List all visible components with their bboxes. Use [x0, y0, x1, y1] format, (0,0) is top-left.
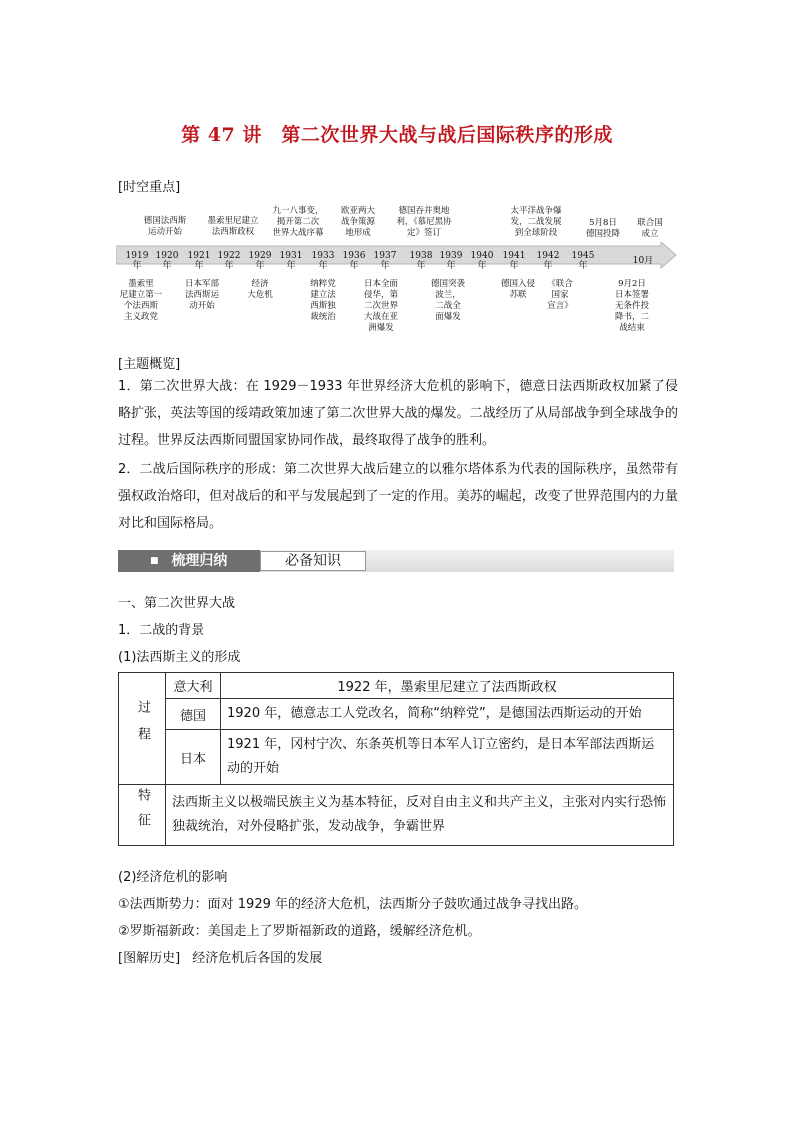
subsubsection-heading-2: (2)经济危机的影响 [118, 870, 228, 885]
tl-year: 1941 年 [502, 251, 526, 271]
tl-event-1919: 墨索里 尼建立第一 个法西斯 主义政党 [119, 279, 163, 322]
country-cell: 意大利 [166, 673, 221, 699]
tl-event-1920: 德国法西斯 运动开始 [143, 216, 187, 237]
tl-event-1921: 日本军部 法西斯运 动开始 [184, 279, 219, 311]
tl-year: 1937 年 [373, 251, 397, 271]
event-cell: 1921 年，冈村宁次、东条英机等日本军人订立密约，是日本军部法西斯运动的开始 [221, 730, 674, 785]
feature-label: 特征 [135, 788, 150, 838]
list-item: ②罗斯福新政：美国走上了罗斯福新政的道路，缓解经济危机。 [118, 924, 481, 939]
tl-event-1945-sep: 9月2日 日本签署 无条件投 降书，二 战结束 [614, 279, 649, 333]
banner-tag [118, 550, 260, 572]
tl-year: 1939 年 [439, 251, 463, 271]
feature-cell: 法西斯主义以极端民族主义为基本特征，反对自由主义和共产主义，主张对内实行恐怖独裁统治，对外侵略扩张，发动战争，争霸世界 [166, 785, 674, 846]
tl-year: 1940 年 [470, 251, 494, 271]
tl-year: 1942 年 [536, 251, 560, 271]
banner-subtitle: 必备知识 [260, 551, 366, 571]
tl-year: 1919 年 [125, 251, 149, 271]
tl-year: 1938 年 [409, 251, 433, 271]
list-item: ①法西斯势力：面对 1929 年的经济大危机，法西斯分子鼓吹通过战争寻找出路。 [118, 897, 588, 912]
tl-event-1939: 德国突袭 波兰， 二战全 面爆发 [430, 279, 465, 322]
tl-event-1929: 经济 大危机 [247, 279, 273, 300]
overview-paragraph-1: 1．第二次世界大战：在 1929－1933 年世界经济大危机的影响下，德意日法西斯政权加紧了侵略扩张，英法等国的绥靖政策加速了第二次世界大战的爆发。二战经历了从局部战争到全球战争的过程。世界反法西斯同盟国家协同作战，最终取得了战争的胜利。 [118, 379, 678, 448]
tl-event-1945-may: 5月8日 德国投降 [585, 218, 620, 239]
section-heading: 一、第二次世界大战 [118, 596, 236, 611]
diagram-heading [118, 947, 322, 966]
feature-label-cell [119, 785, 166, 846]
tl-year: 1921 年 [187, 251, 211, 271]
tl-event-1937: 日本全面 侵华，第 二次世界 大战在亚 洲爆发 [363, 279, 398, 333]
tl-event-1938: 德国吞并奥地 利，《慕尼黑协 定》签订 [396, 206, 452, 238]
timeline-label: [时空重点] [118, 180, 181, 195]
process-label: 过程 [135, 699, 150, 754]
subsection-heading: 1．二战的背景 [118, 623, 205, 638]
tl-year: 1922 年 [217, 251, 241, 271]
tl-year: 1929 年 [248, 251, 272, 271]
section-banner [118, 550, 674, 572]
overview-paragraph-2: 2．二战后国际秩序的形成：第二次世界大战后建立的以雅尔塔体系为代表的国际秩序，虽然带有强权政治烙印，但对战后的和平与发展起到了一定的作用。美苏的崛起，改变了世界范围内的力量对比和国际格局。 [118, 462, 678, 531]
diagram-title: 经济危机后各国的发展 [192, 951, 323, 966]
overview-label: [主题概览] [118, 357, 181, 372]
process-label-cell [119, 673, 166, 785]
banner-tag-text: 梳理归纳 [171, 553, 228, 569]
event-cell: 1920 年，德意志工人党改名，简称“纳粹党”，是德国法西斯运动的开始 [221, 699, 674, 730]
table-row [119, 785, 674, 846]
tl-event-1942: 《联合 国家 宣言》 [547, 279, 573, 311]
tl-event-1931: 九一八事变， 揭开第二次 世界大战序幕 [272, 206, 324, 238]
table-row [119, 730, 674, 785]
event-cell: 1922 年，墨索里尼建立了法西斯政权 [221, 673, 674, 699]
tl-year: 1933 年 [311, 251, 335, 271]
tl-event-1936: 欧亚两大 战争策源 地形成 [340, 206, 375, 238]
table-row [119, 699, 674, 730]
country-cell: 德国 [166, 699, 221, 730]
banner-bullet-icon: ■ [150, 556, 159, 566]
table-row [119, 673, 674, 699]
country-cell: 日本 [166, 730, 221, 785]
tl-event-1933: 纳粹党 建立法 西斯独 裁统治 [310, 279, 336, 322]
tl-year: 1945 年 [571, 251, 595, 271]
tl-event-1941: 太平洋战争爆 发，二战发展 到全球阶段 [510, 206, 562, 238]
diagram-label: [图解历史] [118, 951, 181, 966]
tl-year: 1936 年 [342, 251, 366, 271]
subsubsection-heading: (1)法西斯主义的形成 [118, 650, 241, 665]
tl-year: 1931 年 [279, 251, 303, 271]
tl-year: 1920 年 [155, 251, 179, 271]
tl-event-1941-b: 德国入侵 苏联 [500, 279, 535, 300]
tl-year: 10月 [632, 256, 654, 266]
tl-event-1922: 墨索里尼建立 法西斯政权 [207, 216, 259, 237]
page-title: 第 47 讲 第二次世界大战与战后国际秩序的形成 [181, 124, 613, 146]
tl-event-1945-oct: 联合国 成立 [637, 218, 663, 239]
fascism-table [118, 672, 674, 846]
